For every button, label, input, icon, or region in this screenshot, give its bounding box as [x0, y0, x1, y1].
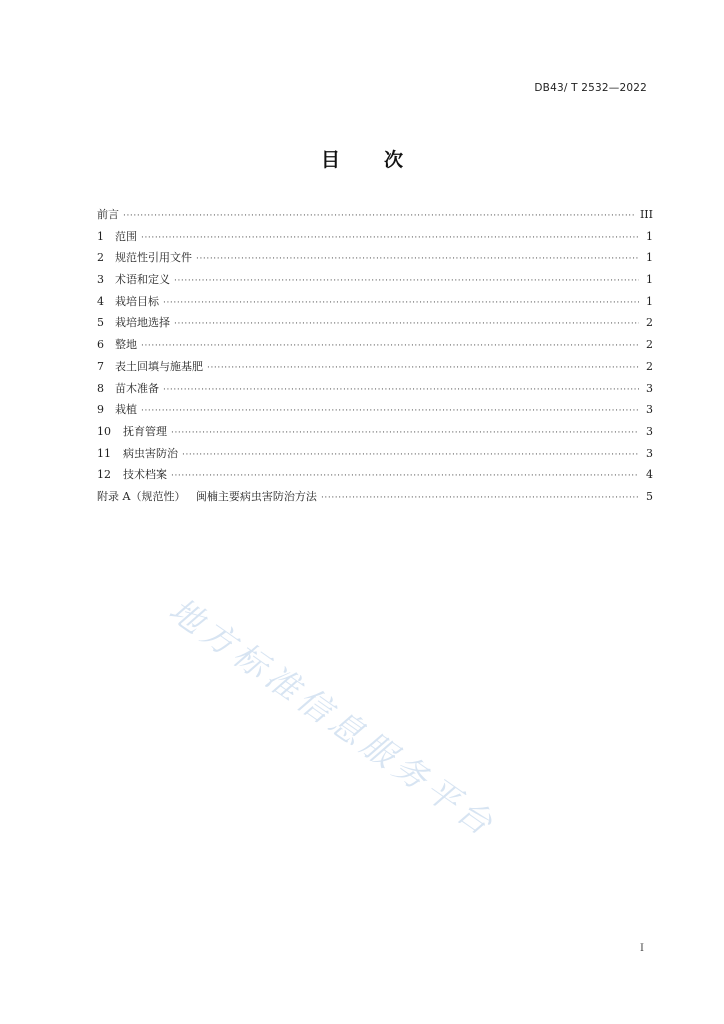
toc-number: 8: [97, 381, 104, 395]
toc-entry-12[interactable]: [97, 464, 653, 486]
toc-entry-foreword[interactable]: [97, 204, 653, 226]
toc-number: 10: [97, 424, 111, 438]
toc-page-number: III: [639, 208, 653, 221]
toc-label: 病虫害防治: [123, 446, 178, 460]
toc-page-number: 3: [646, 446, 653, 460]
toc-number: 2: [97, 251, 104, 265]
toc-entry-4[interactable]: [97, 291, 653, 313]
toc-page-number: 5: [646, 489, 653, 503]
toc-leader-dots: [141, 401, 639, 423]
toc-page-number: 1: [646, 229, 653, 243]
toc-leader-dots: [174, 271, 639, 293]
toc-label: 范围: [115, 229, 137, 243]
toc-number: 12: [97, 468, 111, 482]
toc-number: 7: [97, 359, 104, 373]
toc-number: 11: [97, 446, 111, 460]
title-char-1: 目: [320, 149, 340, 171]
toc-page-number: 1: [646, 251, 653, 265]
toc-entry-2[interactable]: [97, 247, 653, 269]
toc-leader-dots: [163, 293, 639, 315]
toc-entry-3[interactable]: [97, 269, 653, 291]
toc-page-number: 4: [646, 468, 653, 482]
toc-number: 3: [97, 273, 104, 287]
toc-leader-dots: [163, 380, 639, 402]
toc-label: 整地: [115, 338, 137, 352]
toc-number: 5: [97, 316, 104, 330]
toc-leader-dots: [196, 249, 639, 271]
table-of-contents: [97, 204, 653, 508]
page-title: [0, 145, 724, 172]
watermark-text: 地方标准信息服务平台: [162, 589, 505, 846]
toc-entry-9[interactable]: [97, 399, 653, 421]
toc-entry-1[interactable]: [97, 226, 653, 248]
toc-leader-dots: [321, 488, 639, 510]
toc-leader-dots: [182, 445, 639, 467]
toc-leader-dots: [207, 358, 639, 380]
toc-page-number: 2: [646, 338, 653, 352]
toc-page-number: 3: [646, 424, 653, 438]
toc-label: 技术档案: [123, 468, 167, 482]
toc-entry-6[interactable]: [97, 334, 653, 356]
toc-entry-7[interactable]: [97, 356, 653, 378]
toc-page-number: 3: [646, 403, 653, 417]
toc-number: 6: [97, 338, 104, 352]
title-char-2: 次: [384, 149, 404, 171]
toc-label: 前言: [97, 208, 119, 221]
toc-page-number: 3: [646, 381, 653, 395]
toc-page-number: 2: [646, 359, 653, 373]
toc-label: 栽植: [115, 403, 137, 417]
toc-label: 规范性引用文件: [115, 251, 192, 265]
toc-entry-8[interactable]: [97, 378, 653, 400]
toc-number: 1: [97, 229, 104, 243]
toc-entry-11[interactable]: [97, 443, 653, 465]
page-number: I: [640, 943, 644, 954]
toc-label: 栽培目标: [115, 294, 159, 308]
toc-label: 表土回填与施基肥: [115, 359, 203, 373]
document-code: DB43/ T 2532—2022: [534, 82, 647, 94]
toc-leader-dots: [141, 336, 639, 358]
toc-label: 抚育管理: [123, 424, 167, 438]
toc-leader-dots: [171, 466, 639, 488]
toc-number: 4: [97, 294, 104, 308]
toc-leader-dots: [171, 423, 639, 445]
toc-label: 栽培地选择: [115, 316, 170, 330]
toc-entry-10[interactable]: [97, 421, 653, 443]
toc-label: 苗木准备: [115, 381, 159, 395]
toc-number: 9: [97, 403, 104, 417]
toc-page-number: 2: [646, 316, 653, 330]
toc-label: 附录 A（规范性） 闽楠主要病虫害防治方法: [97, 489, 317, 503]
toc-entry-5[interactable]: [97, 312, 653, 334]
toc-leader-dots: [174, 314, 639, 336]
toc-leader-dots: [123, 206, 634, 228]
toc-leader-dots: [141, 228, 639, 250]
toc-label: 术语和定义: [115, 273, 170, 287]
toc-page-number: 1: [646, 273, 653, 287]
toc-page-number: 1: [646, 294, 653, 308]
toc-entry-appendix-a[interactable]: [97, 486, 653, 508]
